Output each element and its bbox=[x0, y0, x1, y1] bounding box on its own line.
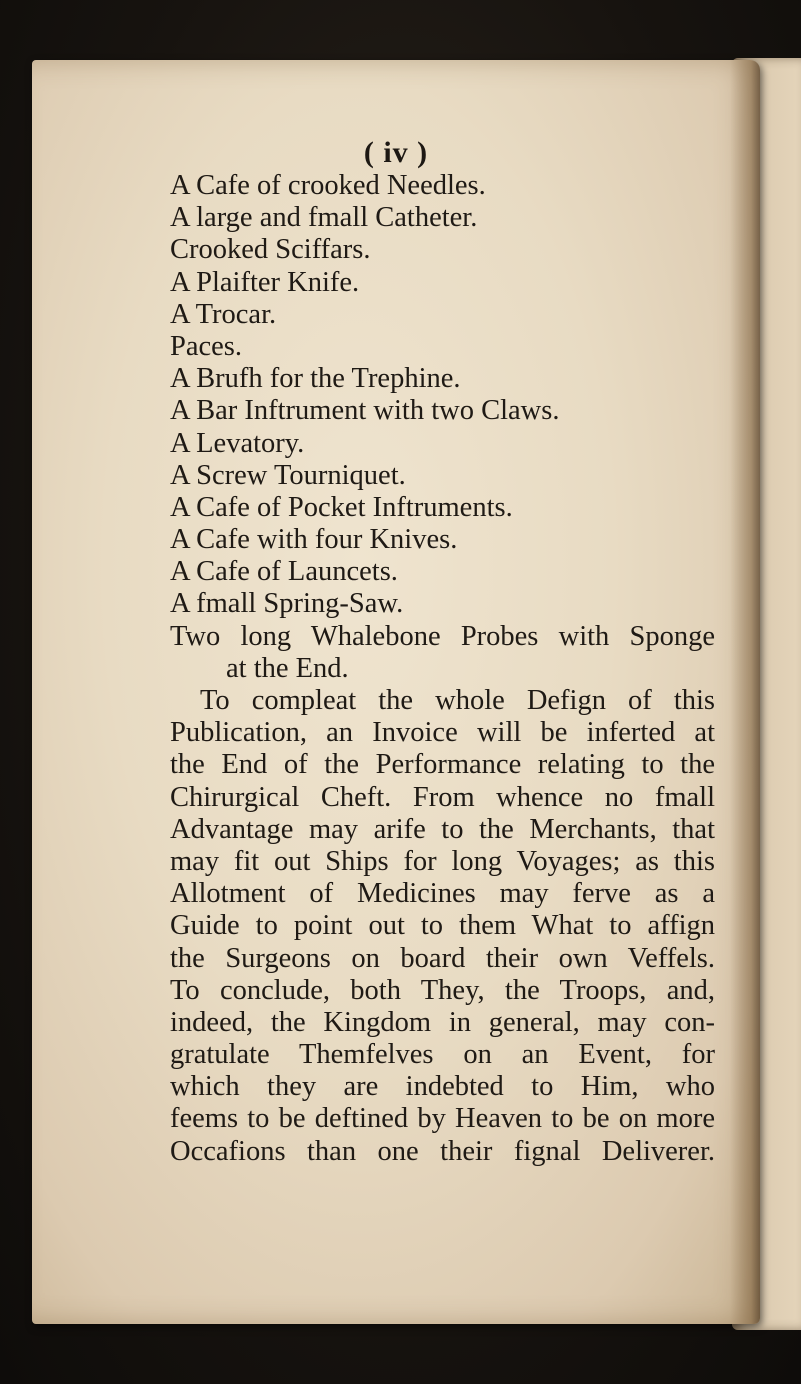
paragraph-line: Allotment of Medicines may ferve as a bbox=[170, 878, 715, 910]
paragraph-line: To conclude, both They, the Troops, and, bbox=[170, 974, 715, 1006]
list-item: A Levatory. bbox=[170, 427, 305, 459]
list-item: A Screw Tourniquet. bbox=[170, 459, 406, 491]
page-gutter-shadow bbox=[730, 60, 760, 1324]
paragraph-line: feems to be deftined by Heaven to be on more bbox=[170, 1103, 715, 1135]
closing-paragraph bbox=[170, 685, 715, 1168]
list-item-continuation: at the End. bbox=[226, 652, 349, 684]
page-body bbox=[170, 170, 715, 1168]
list-item: A large and fmall Catheter. bbox=[170, 202, 478, 234]
list-item: A Cafe of Launcets. bbox=[170, 556, 398, 588]
list-item: A Cafe of Pocket Inftruments. bbox=[170, 491, 513, 523]
paragraph-line: which they are indebted to Him, who bbox=[170, 1071, 715, 1103]
list-item: Paces. bbox=[170, 330, 243, 362]
list-item: Crooked Sciffars. bbox=[170, 234, 371, 266]
instrument-list bbox=[170, 170, 715, 685]
paragraph-line: Guide to point out to them What to affign bbox=[170, 910, 715, 942]
page-number: ( iv ) bbox=[363, 136, 429, 169]
paragraph-line: Occafions than one their fignal Deliverer. bbox=[170, 1135, 715, 1167]
list-item: A Bar Inftrument with two Claws. bbox=[170, 395, 560, 427]
list-item: A fmall Spring-Saw. bbox=[170, 588, 404, 620]
paragraph-line: indeed, the Kingdom in general, may con- bbox=[170, 1006, 715, 1038]
list-item: Two long Whalebone Probes with Sponge bbox=[170, 620, 715, 652]
paragraph-line: Chirurgical Cheft. From whence no fmall bbox=[170, 781, 715, 813]
paragraph-line: To compleat the whole Defign of this bbox=[200, 685, 715, 716]
paragraph-line: may fit out Ships for long Voyages; as this bbox=[170, 845, 715, 877]
list-item: A Cafe of crooked Needles. bbox=[170, 170, 486, 201]
paragraph-line: gratulate Themfelves on an Event, for bbox=[170, 1039, 715, 1071]
list-item: A Brufh for the Trephine. bbox=[170, 363, 461, 395]
list-item: A Cafe with four Knives. bbox=[170, 524, 458, 556]
paragraph-line: the End of the Performance relating to the bbox=[170, 749, 715, 781]
paragraph-line: Advantage may arife to the Merchants, that bbox=[170, 813, 715, 845]
paragraph-line: Publication, an Invoice will be inferted at bbox=[170, 717, 715, 749]
list-item: A Trocar. bbox=[170, 298, 277, 330]
paragraph-line: the Surgeons on board their own Veffels. bbox=[170, 942, 715, 974]
list-item: A Plaifter Knife. bbox=[170, 266, 360, 298]
book-page bbox=[32, 60, 760, 1324]
